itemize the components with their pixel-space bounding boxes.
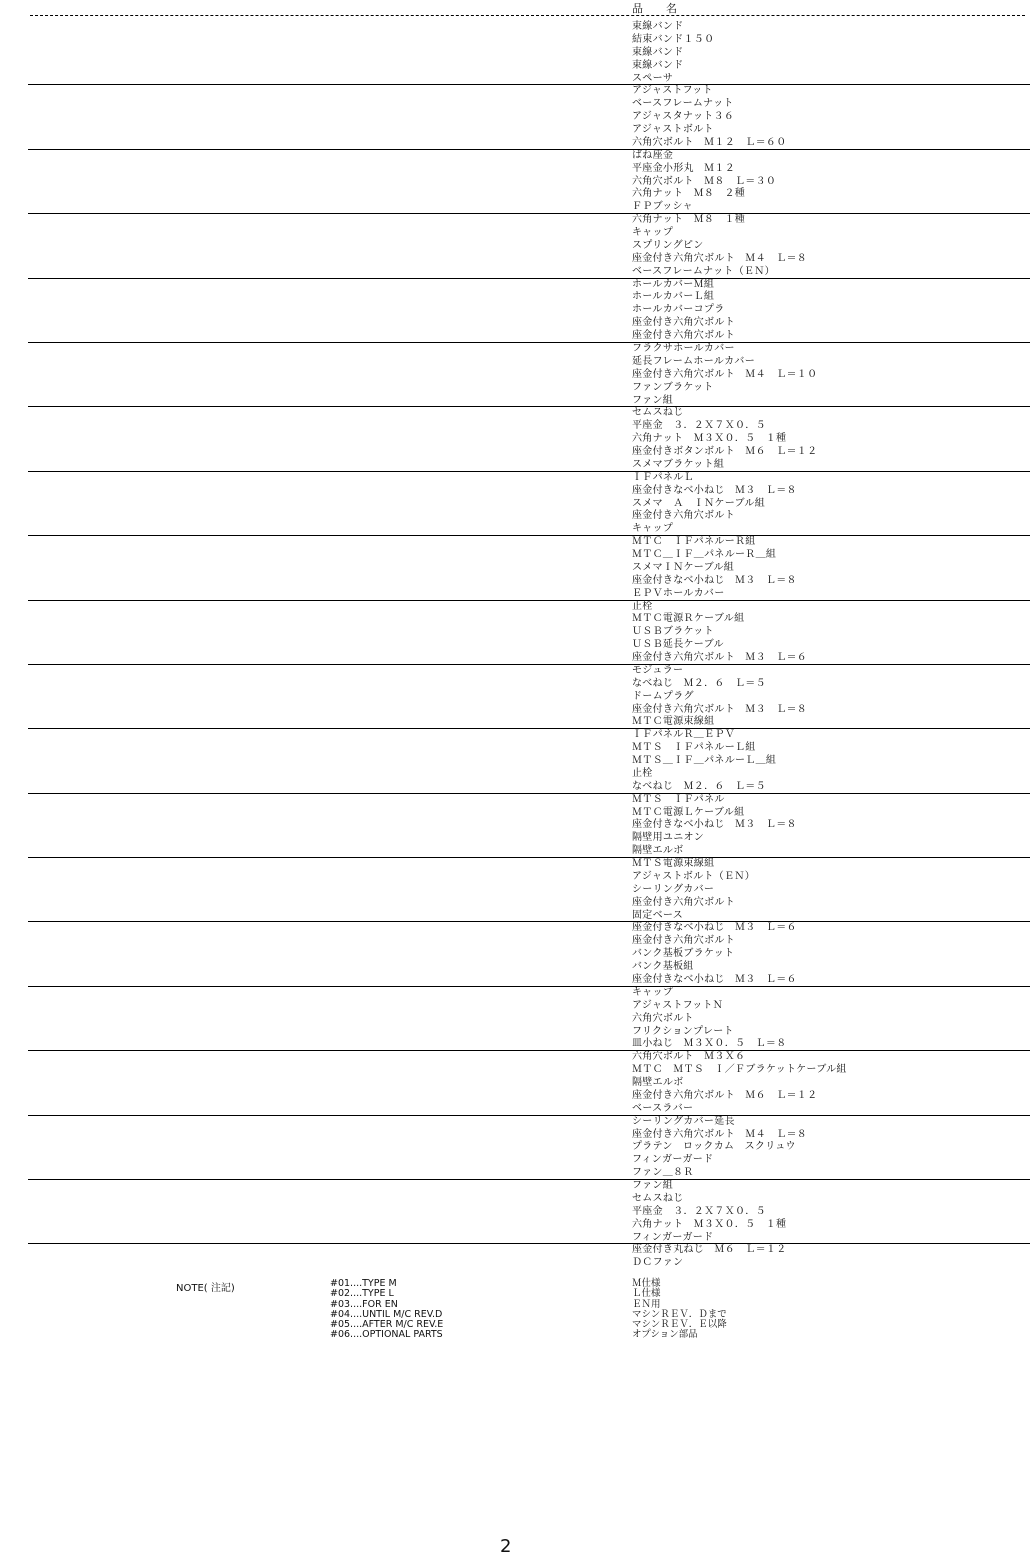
parts-column bbox=[632, 987, 787, 1051]
group-divider bbox=[28, 213, 1030, 214]
part-name: 束線バンド bbox=[632, 46, 684, 58]
part-name: ＭＴＳ＿ＩＦ＿パネルーＬ＿組 bbox=[632, 755, 777, 767]
part-name: フリクションプレート bbox=[632, 1025, 734, 1037]
part-name: 座金付き六角穴ボルト bbox=[632, 510, 735, 522]
part-name: モジュラー bbox=[632, 664, 684, 676]
group-divider bbox=[28, 535, 1030, 536]
header-dashed-divider bbox=[30, 15, 1025, 16]
part-name: キャップ bbox=[632, 523, 674, 535]
group-divider bbox=[28, 1050, 1030, 1051]
group-divider bbox=[28, 728, 1030, 729]
parts-group bbox=[0, 471, 1030, 535]
part-name: 固定ベース bbox=[632, 909, 683, 921]
part-name: シーリングカバー延長 bbox=[632, 1115, 735, 1127]
group-divider bbox=[28, 986, 1030, 987]
part-name: なべねじ Ｍ２．６ Ｌ＝５ bbox=[632, 677, 766, 689]
group-divider bbox=[28, 84, 1030, 85]
part-name: 座金付き六角穴ボルト bbox=[632, 330, 735, 342]
part-name: 座金付き六角穴ボルト Ｍ３ Ｌ＝６ bbox=[632, 652, 808, 664]
part-name: 座金付き六角穴ボルト Ｍ４ Ｌ＝１０ bbox=[632, 368, 818, 380]
part-name: スペーサ bbox=[632, 72, 674, 84]
part-name: 座金付き六角穴ボルト Ｍ３ Ｌ＝８ bbox=[632, 703, 808, 715]
part-name: 座金付き六角穴ボルト bbox=[632, 317, 735, 329]
part-name: セムスねじ bbox=[632, 407, 684, 419]
parts-group bbox=[0, 535, 1030, 599]
part-name: ＤＣファン bbox=[632, 1257, 684, 1269]
part-name: 六角ナット Ｍ３Ｘ０．５ １種 bbox=[632, 433, 787, 445]
parts-group bbox=[0, 921, 1030, 985]
notes-title: NOTE( 注記) bbox=[176, 1283, 235, 1294]
parts-column bbox=[632, 21, 714, 85]
part-name: ＩＦパネルＬ bbox=[632, 471, 694, 483]
part-name: ＵＳＢブラケット bbox=[632, 626, 714, 638]
group-divider bbox=[28, 857, 1030, 858]
parts-column bbox=[632, 343, 817, 407]
parts-column bbox=[632, 1116, 807, 1180]
part-name: 束線バンド bbox=[632, 59, 684, 71]
part-name: 平座金小形丸 Ｍ１２ bbox=[632, 162, 735, 174]
note-code: #05....AFTER M/C REV.E bbox=[330, 1319, 444, 1331]
parts-column bbox=[632, 858, 755, 922]
part-name: 六角穴ボルト Ｍ１２ Ｌ＝６０ bbox=[632, 136, 787, 148]
parts-group bbox=[0, 406, 1030, 470]
part-name: アジャストフットＮ bbox=[632, 999, 724, 1011]
part-name: 延長フレームホールカバー bbox=[632, 355, 755, 367]
part-name: 六角ナット Ｍ８ １種 bbox=[632, 214, 746, 226]
part-name: バンク基板組 bbox=[632, 961, 694, 973]
parts-group bbox=[0, 1050, 1030, 1114]
note-code: #02....TYPE L bbox=[330, 1288, 394, 1300]
note-description: マシンＲＥＶ．Ｅ以降 bbox=[632, 1319, 727, 1331]
page-number: 2 bbox=[500, 1536, 512, 1557]
part-name: ファン＿８Ｒ bbox=[632, 1167, 694, 1179]
parts-column bbox=[632, 279, 735, 343]
note-description: ＥＮ用 bbox=[632, 1298, 661, 1310]
parts-column bbox=[632, 472, 797, 536]
parts-group bbox=[0, 84, 1030, 148]
parts-column bbox=[632, 601, 807, 665]
note-description: Ｌ仕様 bbox=[632, 1288, 661, 1300]
part-name: 座金付き六角穴ボルト Ｍ６ Ｌ＝１２ bbox=[632, 1089, 818, 1101]
part-name: ＭＴＣ電源Ｒケーブル組 bbox=[632, 613, 745, 625]
part-name: フィンガーガード bbox=[632, 1231, 714, 1243]
part-name: ベースフレームナット bbox=[632, 98, 734, 110]
part-name: フィンガーガード bbox=[632, 1154, 714, 1166]
note-codes-list bbox=[330, 1279, 443, 1341]
part-name: ファン組 bbox=[632, 394, 673, 406]
part-name: ドームプラグ bbox=[632, 690, 694, 702]
part-name: 座金付き丸ねじ Ｍ６ Ｌ＝１２ bbox=[632, 1244, 787, 1256]
parts-column bbox=[632, 1051, 847, 1115]
part-name: ＭＴＳ ＩＦパネル bbox=[632, 793, 725, 805]
part-name: 座金付き六角穴ボルト Ｍ４ Ｌ＝８ bbox=[632, 1128, 808, 1140]
part-name: キャップ bbox=[632, 227, 674, 239]
parts-column bbox=[632, 1180, 786, 1244]
part-name-header: 品 名 bbox=[632, 2, 683, 15]
part-name: キャップ bbox=[632, 986, 674, 998]
part-name: スプリングピン bbox=[632, 239, 704, 251]
group-divider bbox=[28, 600, 1030, 601]
part-name: ホールカバーコプラ bbox=[632, 304, 725, 316]
part-name: ＭＴＳ電源束線組 bbox=[632, 858, 715, 870]
part-name: ファンブラケット bbox=[632, 381, 714, 393]
part-name: 結束バンド１５０ bbox=[632, 33, 715, 45]
parts-group bbox=[0, 1243, 1030, 1307]
part-name: 座金付きボタンボルト Ｍ６ Ｌ＝１２ bbox=[632, 446, 818, 458]
part-name: アジャストボルト（ＥＮ） bbox=[632, 870, 755, 882]
part-name: アジャスタナット３６ bbox=[632, 111, 735, 123]
group-divider bbox=[28, 1115, 1030, 1116]
part-name: ベースフレームナット（ＥＮ） bbox=[632, 265, 775, 277]
part-name: 座金付き六角穴ボルト bbox=[632, 935, 735, 947]
part-name: ＭＴＣ電源Ｌケーブル組 bbox=[632, 806, 745, 818]
group-divider bbox=[28, 278, 1030, 279]
part-name: なべねじ Ｍ２．６ Ｌ＝５ bbox=[632, 780, 766, 792]
parts-group bbox=[0, 986, 1030, 1050]
part-name: 六角穴ボルト Ｍ３Ｘ６ bbox=[632, 1051, 746, 1063]
part-name: セムスねじ bbox=[632, 1192, 684, 1204]
part-name: ホールカバーＬ組 bbox=[632, 291, 715, 303]
parts-column bbox=[632, 407, 817, 471]
part-name: ＭＴＣ ＭＴＳ Ｉ／Ｆブラケットケーブル組 bbox=[632, 1064, 847, 1076]
part-name: 止栓 bbox=[632, 600, 653, 612]
group-divider bbox=[28, 664, 1030, 665]
group-divider bbox=[28, 921, 1030, 922]
part-name: スメマＩＮケーブル組 bbox=[632, 561, 735, 573]
parts-column bbox=[632, 794, 797, 858]
part-name: 隔壁エルボ bbox=[632, 845, 684, 857]
group-divider bbox=[28, 793, 1030, 794]
parts-column bbox=[632, 150, 776, 214]
part-name: 座金付き六角穴ボルト Ｍ４ Ｌ＝８ bbox=[632, 252, 808, 264]
part-name: 座金付きなべ小ねじ Ｍ３ Ｌ＝８ bbox=[632, 819, 797, 831]
part-name: ＥＰＶホールカバー bbox=[632, 587, 725, 599]
parts-column bbox=[632, 1244, 787, 1270]
part-name: バンク基板ブラケット bbox=[632, 948, 735, 960]
part-name: ＭＴＣ電源束線組 bbox=[632, 716, 715, 728]
parts-group bbox=[0, 213, 1030, 277]
parts-group bbox=[0, 342, 1030, 406]
part-name: 止栓 bbox=[632, 767, 653, 779]
part-name: スメマ Ａ ＩＮケーブル組 bbox=[632, 497, 765, 509]
part-name: 六角ナット Ｍ３Ｘ０．５ １種 bbox=[632, 1218, 787, 1230]
part-name: プラテン ロックカム スクリュウ bbox=[632, 1141, 796, 1153]
part-name: 座金付き六角穴ボルト bbox=[632, 896, 735, 908]
parts-column bbox=[632, 214, 807, 278]
parts-group bbox=[0, 278, 1030, 342]
part-name: 平座金 ３．２Ｘ７Ｘ０．５ bbox=[632, 420, 766, 432]
group-divider bbox=[28, 1243, 1030, 1244]
part-name: 皿小ねじ Ｍ３Ｘ０．５ Ｌ＝８ bbox=[632, 1038, 787, 1050]
part-name: 座金付きなべ小ねじ Ｍ３ Ｌ＝８ bbox=[632, 484, 797, 496]
note-description: マシンＲＥＶ．Ｄまで bbox=[632, 1308, 727, 1320]
part-name: ＵＳＢ延長ケーブル bbox=[632, 639, 724, 651]
part-name: ＩＦパネルＲ＿ＥＰＶ bbox=[632, 729, 735, 741]
group-divider bbox=[28, 471, 1030, 472]
part-name: 隔壁エルボ bbox=[632, 1077, 684, 1089]
group-divider bbox=[28, 1179, 1030, 1180]
part-name: ＭＴＣ ＩＦパネルーＲ組 bbox=[632, 536, 756, 548]
parts-column bbox=[632, 922, 797, 986]
part-name: 束線バンド bbox=[632, 21, 684, 32]
part-name: 座金付きなべ小ねじ Ｍ３ Ｌ＝８ bbox=[632, 574, 797, 586]
parts-column bbox=[632, 665, 807, 729]
parts-group bbox=[0, 149, 1030, 213]
part-name: ＦＰブッシャ bbox=[632, 201, 693, 213]
group-divider bbox=[28, 406, 1030, 407]
parts-column bbox=[632, 536, 797, 600]
parts-column bbox=[632, 729, 776, 793]
part-name: アジャストボルト bbox=[632, 124, 714, 136]
part-name: 平座金 ３．２Ｘ７Ｘ０．５ bbox=[632, 1205, 766, 1217]
group-divider bbox=[28, 342, 1030, 343]
part-name: ベースラバー bbox=[632, 1102, 694, 1114]
parts-column bbox=[632, 85, 787, 149]
parts-group bbox=[0, 1115, 1030, 1179]
note-description: Ｍ仕様 bbox=[632, 1278, 661, 1289]
part-name: 座金付きなべ小ねじ Ｍ３ Ｌ＝６ bbox=[632, 922, 797, 934]
note-description: オプション部品 bbox=[632, 1329, 698, 1341]
part-name: アジャストフット bbox=[632, 85, 713, 97]
parts-group bbox=[0, 793, 1030, 857]
part-name: 六角穴ボルト Ｍ８ Ｌ＝３０ bbox=[632, 175, 777, 187]
part-name: 六角穴ボルト bbox=[632, 1012, 694, 1024]
part-name: ばね座金 bbox=[632, 149, 674, 161]
parts-group bbox=[0, 664, 1030, 728]
parts-group bbox=[0, 1179, 1030, 1243]
part-name: 隔壁用ユニオン bbox=[632, 832, 705, 844]
part-name: 六角ナット Ｍ８ ２種 bbox=[632, 188, 746, 200]
note-code: #01....TYPE M bbox=[330, 1278, 397, 1289]
note-descriptions-list bbox=[632, 1279, 727, 1341]
parts-groups bbox=[0, 20, 1030, 1308]
parts-group bbox=[0, 728, 1030, 792]
parts-group bbox=[0, 857, 1030, 921]
part-name: ＭＴＳ ＩＦパネルーＬ組 bbox=[632, 742, 756, 754]
part-name: 座金付きなべ小ねじ Ｍ３ Ｌ＝６ bbox=[632, 974, 797, 986]
parts-group bbox=[0, 600, 1030, 664]
note-code: #04....UNTIL M/C REV.D bbox=[330, 1308, 443, 1320]
part-name: スメマブラケット組 bbox=[632, 458, 725, 470]
parts-group bbox=[0, 20, 1030, 84]
note-code: #06....OPTIONAL PARTS bbox=[330, 1329, 443, 1341]
part-name: フラクサホールカバー bbox=[632, 342, 735, 354]
part-name: ファン組 bbox=[632, 1180, 673, 1192]
part-name: ＭＴＣ＿ＩＦ＿パネルーＲ＿組 bbox=[632, 549, 777, 561]
part-name: シーリングカバー bbox=[632, 883, 715, 895]
note-code: #03....FOR EN bbox=[330, 1298, 398, 1310]
part-name: ホールカバーＭ組 bbox=[632, 278, 715, 290]
group-divider bbox=[28, 149, 1030, 150]
